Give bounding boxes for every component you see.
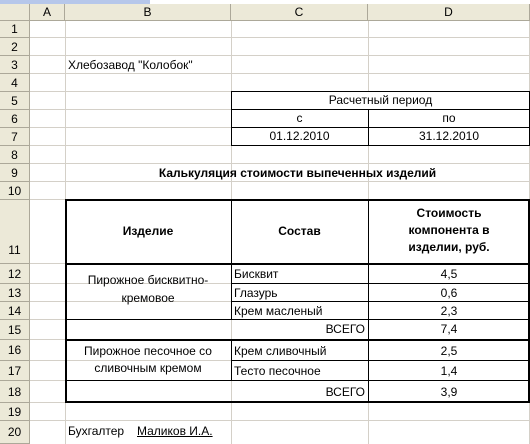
product1-name-line1: Пирожное бисквитно- (87, 273, 209, 287)
component-cost[interactable]: 2,3 (440, 304, 458, 318)
row-header-13[interactable]: 13 (0, 284, 30, 302)
column-header-a[interactable]: A (30, 4, 65, 21)
accountant-name: Маликов И.А. (137, 424, 213, 438)
column-header-c[interactable]: C (231, 4, 368, 21)
row-header-18[interactable]: 18 (0, 381, 30, 403)
row-header-15[interactable]: 15 (0, 320, 30, 340)
product2-name-line2: сливочным кремом (94, 361, 202, 375)
header-composition: Состав (278, 224, 321, 238)
row-header-3[interactable]: 3 (0, 56, 30, 74)
gridline (30, 181, 530, 182)
period-from-date[interactable]: 01.12.2010 (269, 129, 330, 143)
row-header-1[interactable]: 1 (0, 21, 30, 38)
row-header-9[interactable]: 9 (0, 164, 30, 182)
component-name[interactable]: Крем масленый (234, 304, 323, 318)
component-name[interactable]: Тесто песочное (234, 364, 321, 378)
gridline (30, 73, 530, 74)
table-divider (65, 319, 530, 320)
table-divider (231, 360, 530, 361)
table-divider (231, 283, 530, 284)
table-divider (65, 339, 530, 341)
row-header-10[interactable]: 10 (0, 182, 30, 200)
gridline (30, 420, 530, 421)
total1-label: ВСЕГО (325, 322, 365, 336)
accountant-label: Бухгалтер (68, 424, 125, 438)
header-cost-line2: компонента в (408, 223, 490, 237)
period-to-label: по (442, 111, 456, 125)
row-header-12[interactable]: 12 (0, 264, 30, 284)
company-name: Хлебозавод "Колобок" (68, 58, 193, 72)
row-header-17[interactable]: 17 (0, 361, 30, 381)
gridline (30, 163, 530, 164)
total2-value[interactable]: 3,9 (440, 385, 458, 399)
select-all-corner[interactable] (0, 4, 30, 21)
period-title: Расчетный период (328, 93, 433, 107)
header-cost-line3: изделии, руб. (408, 240, 490, 254)
header-cost-line1: Стоимость (416, 206, 482, 220)
component-cost[interactable]: 2,5 (440, 344, 458, 358)
product2-name-line1: Пирожное песочное со (84, 344, 212, 358)
period-to-date[interactable]: 31.12.2010 (418, 129, 480, 143)
gridline (30, 37, 530, 38)
component-name[interactable]: Глазурь (234, 286, 278, 300)
column-header-b[interactable]: B (65, 4, 231, 21)
row-header-7[interactable]: 7 (0, 128, 30, 146)
row-header-19[interactable]: 19 (0, 403, 30, 421)
period-from-label: с (296, 111, 303, 125)
row-header-5[interactable]: 5 (0, 92, 30, 110)
table-divider (65, 380, 530, 381)
component-name[interactable]: Крем сливочный (234, 344, 327, 358)
row-header-4[interactable]: 4 (0, 74, 30, 92)
row-header-20[interactable]: 20 (0, 421, 30, 444)
row-header-16[interactable]: 16 (0, 340, 30, 361)
table-divider (65, 263, 530, 265)
report-title: Калькуляция стоимости выпеченных изделий (158, 166, 437, 180)
table-divider (231, 301, 530, 302)
component-cost[interactable]: 4,5 (440, 267, 458, 281)
product1-name-line2: кремовое (121, 291, 175, 305)
total1-value[interactable]: 7,4 (440, 322, 458, 336)
component-cost[interactable]: 0,6 (440, 286, 458, 300)
header-product: Изделие (122, 224, 174, 238)
component-name[interactable]: Бисквит (234, 267, 279, 281)
total2-label: ВСЕГО (325, 385, 365, 399)
component-cost[interactable]: 1,4 (440, 364, 458, 378)
gridline (30, 55, 530, 56)
row-header-14[interactable]: 14 (0, 302, 30, 320)
row-header-2[interactable]: 2 (0, 38, 30, 56)
row-header-11[interactable]: 11 (0, 200, 30, 264)
column-header-d[interactable]: D (368, 4, 530, 21)
row-header-6[interactable]: 6 (0, 110, 30, 128)
row-header-8[interactable]: 8 (0, 146, 30, 164)
